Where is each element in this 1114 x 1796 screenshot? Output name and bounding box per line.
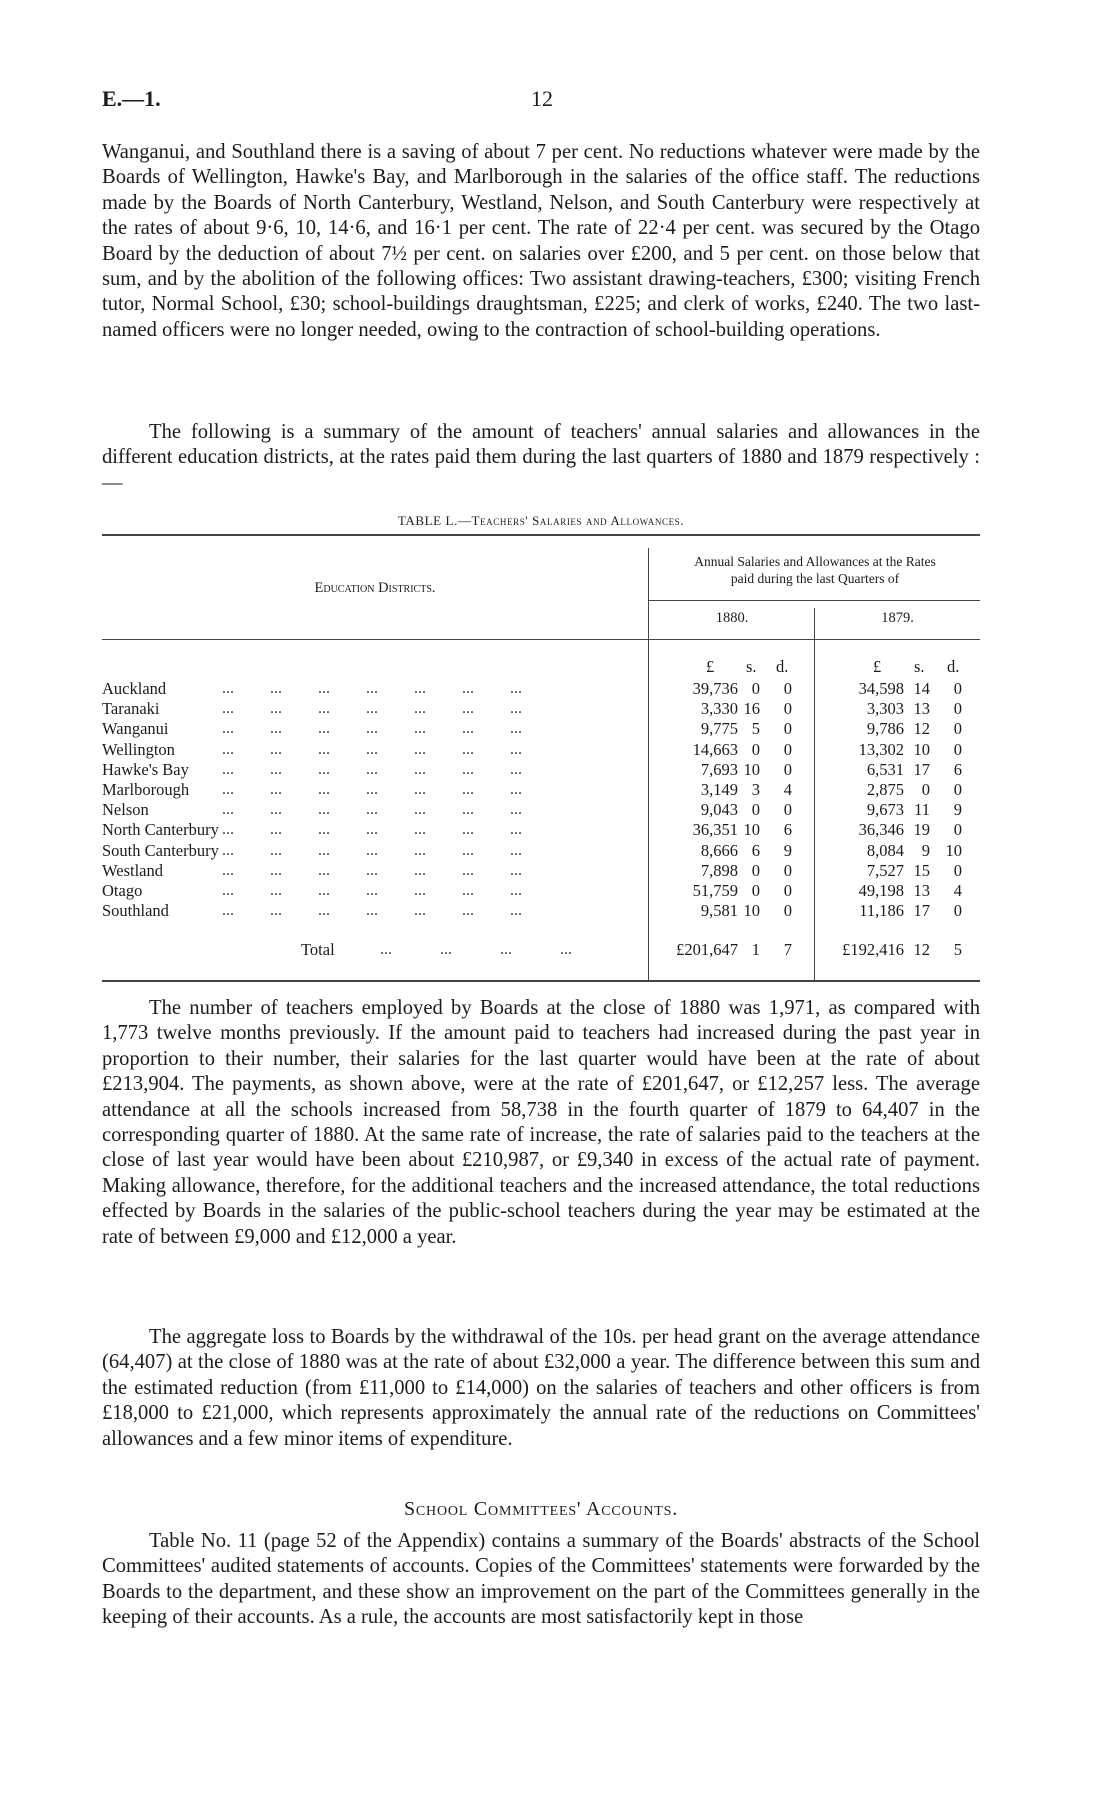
district-name: Westland [102, 860, 163, 880]
leader-dots: ... ... ... ... ... ... ... [222, 680, 522, 697]
amount-cell-b-d: 0 [953, 719, 962, 739]
amount-cell-b-l: 11,186 [859, 901, 904, 921]
leader-dots: ... ... ... ... ... ... ... [222, 841, 522, 859]
section-heading: School Committees' Accounts. [403, 1498, 679, 1520]
amount-cell-a-s: 16 [743, 699, 760, 719]
paragraph-aggregate-loss: The aggregate loss to Boards by the withdrawal of the 10s. per head grant on the average attendance (64,407) at the close of 1880 was at the rate of about £32,000 a year. The difference between this sum and the estimated reduction (from £11,000 to £14,000) on the salaries of teachers and other officers is from £18,000 to £21,000, which represents approximately the annual rate of the reductions on Committees' allowances and a few minor items of expenditure. [102, 1326, 980, 1450]
amount-cell-b-s: 14 [913, 679, 930, 698]
amount-cell-b-s: 9 [921, 840, 930, 860]
district-name: Wanganui [102, 719, 169, 739]
amount-cell-a-l: 7,693 [700, 759, 738, 779]
table-header-rule [102, 639, 980, 640]
amount-cell-a-s: 0 [751, 860, 760, 880]
amount-cell-b-l: 36,346 [858, 820, 904, 840]
total-leader-dots: ... ... ... ... [380, 941, 572, 958]
unit-pounds-1880: £ [706, 657, 715, 676]
total-label: Total [301, 940, 335, 959]
amount-cell-a-d: 0 [783, 679, 792, 698]
leader-dots: ... ... ... ... ... ... ... [222, 902, 522, 920]
district-name: Hawke's Bay [102, 759, 189, 779]
amount-cell-a-l: 9,043 [700, 800, 738, 820]
amount-cell-a-d: 0 [783, 719, 792, 739]
amount-cell-b-s: 17 [913, 759, 930, 779]
amount-cell-b-s: 17 [913, 901, 930, 921]
year-header-1880: 1880. [715, 610, 749, 626]
amount-cell-a-d: 0 [783, 699, 792, 719]
leader-dots: ... ... ... ... ... ... ... [222, 720, 522, 738]
leader-dots: ... ... ... ... ... ... ... [222, 760, 522, 778]
table-year-rule [649, 600, 980, 601]
district-name: Taranaki [102, 699, 160, 719]
amount-cell-b-d: 0 [953, 780, 962, 799]
amount-cell-a-d: 6 [783, 820, 792, 840]
amount-header-line1: Annual Salaries and Allowances at the Rates [694, 554, 936, 569]
paragraph-committee-accounts: Table No. 11 (page 52 of the Appendix) contains a summary of the Boards' abstracts of the School Committees' audited statements of accounts. Copies of the Committees' statements were forwarded by the Boards to the department, and these show an improvement on the part of the Committees generally in the keeping of their accounts. As a rule, the accounts are most satisfactorily kept in those [102, 1530, 980, 1629]
unit-pence-1879: d. [947, 657, 960, 676]
leader-dots: ... ... ... ... ... ... ... [222, 882, 522, 899]
amount-cell-b-d: 0 [953, 820, 962, 840]
page-number: 12 [531, 86, 553, 111]
amount-cell-b-s: 19 [913, 820, 930, 840]
amount-cell-a-d: 0 [783, 901, 792, 921]
amount-cell-a-s: 0 [751, 679, 760, 698]
amount-cell-a-s: 5 [751, 719, 760, 739]
table-title-prefix: TABLE L.— [397, 513, 472, 528]
amount-cell-a-l: 3,330 [700, 699, 738, 719]
unit-shillings-1880: s. [746, 657, 757, 676]
amount-cell-b-l: 9,673 [866, 800, 904, 820]
amount-header-line2: paid during the last Quarters of [730, 571, 900, 586]
amount-cell-b-l: 49,198 [858, 881, 904, 900]
amount-cell-b-d: 0 [953, 679, 962, 698]
amount-cell-a-s: 0 [751, 739, 760, 759]
district-name: Auckland [102, 679, 167, 698]
amount-cell-b-s: 11 [914, 800, 930, 820]
year-header-1879: 1879. [881, 610, 914, 626]
district-name: Nelson [102, 800, 149, 820]
amount-cell-b-l: 9,786 [866, 719, 904, 739]
amount-cell-a-l: 8,666 [700, 840, 738, 860]
unit-shillings-1879: s. [914, 657, 925, 676]
total-1879-pounds: £192,416 [842, 940, 904, 959]
amount-cell-a-l: 3,149 [700, 780, 738, 799]
amount-cell-a-s: 3 [751, 780, 760, 799]
paragraph-teacher-numbers: The number of teachers employed by Boards at the close of 1880 was 1,971, as compared with 1,773 twelve months previously. If the amount paid to teachers had increased during the past year in proportion to their number, their salaries for the last quarter would have been at the rate of about £213,904. The payments, as shown above, were at the rate of £201,647, or £12,257 less. The average attendance at all the schools increased from 58,738 in the fourth quarter of 1879 to 64,407 in the corresponding quarter of 1880. At the same rate of increase, the rate of salaries paid to the teachers at the close of last year would have been about £210,987, or £9,340 in excess of the actual rate of payment. Making allowance, therefore, for the additional teachers and the increased attendance, the total reductions effected by Boards in the salaries of the public-school teachers during the year may be estimated at the rate of between £9,000 and £12,000 a year. [102, 997, 980, 1248]
amount-cell-b-l: 8,084 [866, 840, 904, 860]
table-bottom-rule [102, 980, 980, 982]
amount-cell-b-s: 15 [913, 860, 930, 880]
amount-cell-a-s: 10 [743, 759, 760, 779]
amount-cell-a-d: 0 [783, 800, 792, 820]
amount-cell-b-l: 2,875 [866, 780, 904, 799]
amount-cell-b-l: 13,302 [858, 739, 904, 759]
amount-cell-b-d: 4 [953, 881, 962, 900]
leader-dots: ... ... ... ... ... ... ... [222, 821, 522, 839]
amount-cell-a-s: 0 [751, 881, 760, 900]
amount-cell-b-l: 34,598 [858, 679, 904, 698]
amount-cell-b-s: 13 [913, 881, 930, 900]
leader-dots: ... ... ... ... ... ... ... [222, 861, 522, 879]
amount-cell-b-s: 12 [913, 719, 930, 739]
amount-cell-b-d: 0 [953, 860, 962, 880]
amount-cell-b-s: 10 [913, 739, 930, 759]
amount-cell-a-d: 0 [783, 739, 792, 759]
amount-cell-a-s: 6 [751, 840, 760, 860]
leader-dots: ... ... ... ... ... ... ... [222, 700, 522, 718]
amount-cell-b-l: 6,531 [866, 759, 904, 779]
total-1879-pence: 5 [953, 940, 962, 959]
table-top-rule [102, 534, 980, 536]
amount-cell-a-l: 36,351 [692, 820, 738, 840]
amount-cell-b-l: 3,303 [866, 699, 904, 719]
district-name: North Canterbury [102, 820, 219, 840]
district-name: Marlborough [102, 780, 190, 799]
table-title-main: Teachers' Salaries and Allowances. [471, 513, 685, 528]
leader-dots: ... ... ... ... ... ... ... [222, 801, 522, 819]
amount-cell-b-s: 0 [921, 780, 930, 799]
amount-cell-b-d: 0 [953, 901, 962, 921]
amount-cell-b-s: 13 [913, 699, 930, 719]
amount-cell-a-l: 9,581 [700, 901, 738, 921]
amount-cell-a-d: 4 [783, 780, 792, 799]
amount-cell-b-d: 10 [945, 840, 962, 860]
amount-cell-a-l: 7,898 [700, 860, 738, 880]
leader-dots: ... ... ... ... ... ... ... [222, 781, 522, 798]
document-reference: E.—1. [102, 86, 161, 111]
amount-cell-b-d: 9 [953, 800, 962, 820]
district-name: Otago [102, 881, 143, 900]
district-name: South Canterbury [102, 840, 219, 860]
paragraph-office-staff-reductions: Wanganui, and Southland there is a saving of about 7 per cent. No reductions whatever were made by the Boards of Wellington, Hawke's Bay, and Marlborough in the salaries of the office staff. The reductions made by the Boards of North Canterbury, Westland, Nelson, and South Canterbury were respectively at the rates of about 9·6, 10, 14·6, and 16·1 per cent. The rate of 22·4 per cent. was secured by the Otago Board by the deduction of about 7½ per cent. on salaries over £200, and 5 per cent. on those below that sum, and by the abolition of the following offices: Two assistant drawing-teachers, £300; visiting French tutor, Normal School, £30; school-buildings draughtsman, £225; and clerk of works, £240. The two last-named officers were no longer needed, owing to the contraction of school-building operations. [102, 141, 980, 341]
district-name: Wellington [102, 739, 175, 759]
unit-pence-1880: d. [776, 657, 789, 676]
amount-cell-a-l: 14,663 [692, 739, 738, 759]
amount-cell-a-l: 39,736 [692, 679, 738, 698]
leader-dots: ... ... ... ... ... ... ... [222, 740, 522, 758]
total-1879-shillings: 12 [913, 940, 930, 959]
amount-cell-a-d: 0 [783, 860, 792, 880]
amount-cell-a-l: 51,759 [692, 881, 738, 900]
total-1880-pence: 7 [783, 940, 792, 959]
total-1880-shillings: 1 [751, 940, 760, 959]
amount-cell-b-l: 7,527 [866, 860, 904, 880]
amount-cell-b-d: 0 [953, 739, 962, 759]
district-name: Southland [102, 901, 169, 921]
amount-cell-a-l: 9,775 [700, 719, 738, 739]
amount-cell-a-d: 9 [783, 840, 792, 860]
amount-cell-a-s: 10 [743, 901, 760, 921]
amount-cell-a-d: 0 [783, 759, 792, 779]
amount-cell-a-s: 10 [743, 820, 760, 840]
unit-pounds-1879: £ [873, 657, 882, 676]
amount-cell-b-d: 0 [953, 699, 962, 719]
amount-cell-a-d: 0 [783, 881, 792, 900]
total-1880-pounds: £201,647 [676, 940, 738, 959]
amount-cell-a-s: 0 [751, 800, 760, 820]
table-title [102, 513, 980, 529]
amount-cell-b-d: 6 [953, 759, 962, 779]
paragraph-table-intro: The following is a summary of the amount of teachers' annual salaries and allowances in the different education districts, at the rates paid them during the last quarters of 1880 and 1879 respectively :— [102, 421, 980, 494]
districts-header: Education Districts. [314, 580, 436, 596]
